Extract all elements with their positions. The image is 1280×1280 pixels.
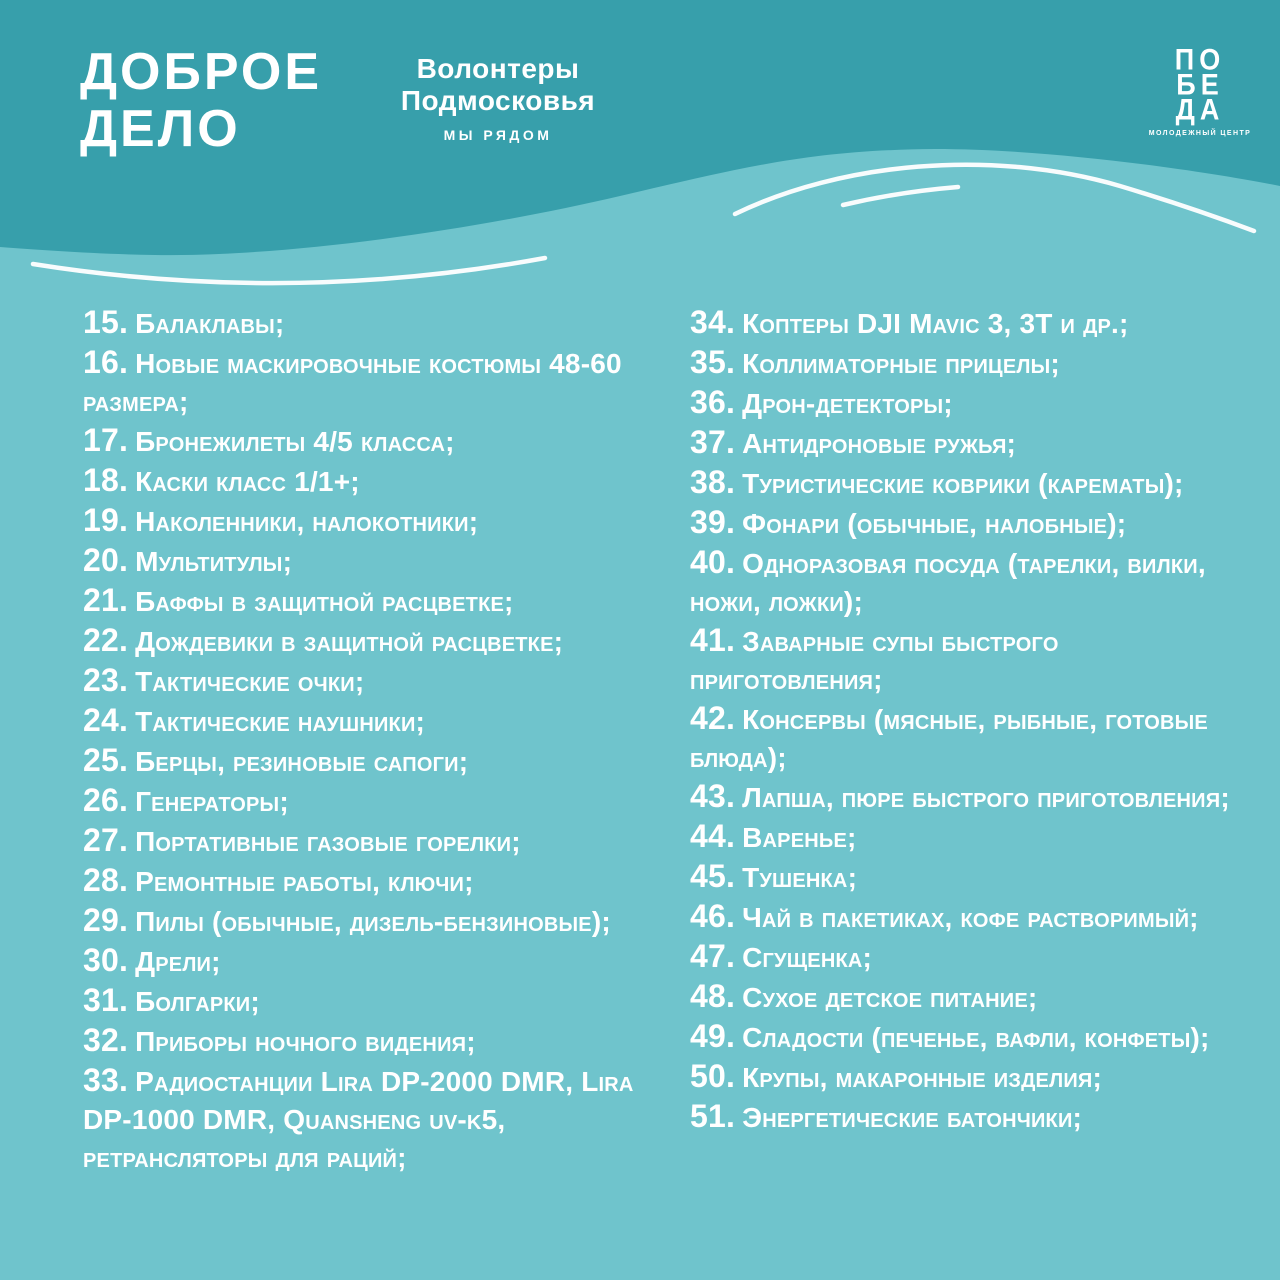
list-item-number: 34. xyxy=(690,304,736,340)
list-item xyxy=(83,343,658,421)
list-item-text: Антидроновые ружья; xyxy=(742,428,1017,459)
list-item xyxy=(83,303,658,343)
list-item-number: 22. xyxy=(83,622,129,658)
list-item-number: 25. xyxy=(83,742,129,778)
list-item-number: 50. xyxy=(690,1058,736,1094)
org-logo xyxy=(368,53,628,143)
list-item xyxy=(690,897,1258,937)
list-item-text: Сухое детское питание; xyxy=(742,982,1038,1013)
arc-right-small-decor xyxy=(843,187,958,205)
list-item-number: 28. xyxy=(83,862,129,898)
list-item-text: Крупы, макаронные изделия; xyxy=(742,1062,1102,1093)
list-item-number: 49. xyxy=(690,1018,736,1054)
items-column-right xyxy=(690,303,1258,1137)
list-item-text: Портативные газовые горелки; xyxy=(135,826,521,857)
list-item xyxy=(690,543,1258,621)
list-item-number: 44. xyxy=(690,818,736,854)
list-item-number: 17. xyxy=(83,422,129,458)
list-item-number: 43. xyxy=(690,778,736,814)
list-item xyxy=(83,421,658,461)
list-item-text: Энергетические батончики; xyxy=(742,1102,1083,1133)
brand-title xyxy=(80,44,322,158)
list-item-text: Наколенники, налокотники; xyxy=(135,506,479,537)
list-item-number: 21. xyxy=(83,582,129,618)
org-name-line1: Волонтеры xyxy=(416,53,580,84)
list-item xyxy=(690,1097,1258,1137)
list-item xyxy=(690,503,1258,543)
list-item-number: 19. xyxy=(83,502,129,538)
list-item xyxy=(83,661,658,701)
list-item-number: 39. xyxy=(690,504,736,540)
list-item-text: Дрон-детекторы; xyxy=(742,388,953,419)
list-item-text: Приборы ночного видения; xyxy=(135,1026,476,1057)
list-item-number: 36. xyxy=(690,384,736,420)
org-name-line2: Подмосковья xyxy=(400,85,596,116)
list-item-text: Пилы (обычные, дизель-бензиновые); xyxy=(135,906,611,937)
list-item-text: Туристические коврики (карематы); xyxy=(742,468,1184,499)
list-item xyxy=(690,423,1258,463)
list-item-text: Тактические наушники; xyxy=(135,706,426,737)
list-item-number: 15. xyxy=(83,304,129,340)
list-item-number: 41. xyxy=(690,622,736,658)
arc-left-decor xyxy=(33,258,545,283)
list-item xyxy=(690,463,1258,503)
brand-title-line1: ДОБРОЕ xyxy=(80,43,322,101)
list-item xyxy=(690,1017,1258,1057)
list-item xyxy=(83,981,658,1021)
list-item-text: Консервы (мясные, рыбные, готовые блюда); xyxy=(690,704,1208,773)
pobeda-logo-row1: ПО xyxy=(1174,43,1226,77)
list-item-number: 40. xyxy=(690,544,736,580)
list-item-number: 18. xyxy=(83,462,129,498)
list-item xyxy=(83,741,658,781)
list-item xyxy=(83,621,658,661)
list-item-text: Коптеры DJI Mavic 3, 3T и др.; xyxy=(742,308,1129,339)
pobeda-logo-row2: БЕ xyxy=(1176,68,1224,102)
list-item-text: Тушенка; xyxy=(742,862,858,893)
list-item-text: Чай в пакетиках, кофе растворимый; xyxy=(742,902,1199,933)
list-item-text: Варенье; xyxy=(742,822,857,853)
list-item-text: Заварные супы быстрого приготовления; xyxy=(690,626,1059,695)
list-item xyxy=(690,699,1258,777)
org-tagline: МЫ РЯДОМ xyxy=(443,127,553,143)
list-item-text: Бронежилеты 4/5 класса; xyxy=(135,426,455,457)
list-item-number: 42. xyxy=(690,700,736,736)
list-item xyxy=(83,901,658,941)
list-item-number: 32. xyxy=(83,1022,129,1058)
list-item-text: Лапша, пюре быстрого приготовления; xyxy=(742,782,1230,813)
list-item-text: Тактические очки; xyxy=(135,666,365,697)
list-item-text: Коллиматорные прицелы; xyxy=(742,348,1060,379)
list-item-number: 51. xyxy=(690,1098,736,1134)
list-item-number: 29. xyxy=(83,902,129,938)
list-item xyxy=(83,1061,658,1177)
list-item xyxy=(83,581,658,621)
list-item-text: Генераторы; xyxy=(135,786,289,817)
list-item xyxy=(690,937,1258,977)
list-item-number: 24. xyxy=(83,702,129,738)
list-item-number: 33. xyxy=(83,1062,129,1098)
list-item xyxy=(690,1057,1258,1097)
list-item-text: Болгарки; xyxy=(135,986,260,1017)
list-item-number: 48. xyxy=(690,978,736,1014)
list-item-number: 47. xyxy=(690,938,736,974)
list-item xyxy=(690,777,1258,817)
list-item-text: Каски класс 1/1+; xyxy=(135,466,360,497)
list-item xyxy=(83,821,658,861)
pobeda-logo-row3: ДА xyxy=(1175,93,1225,127)
list-item xyxy=(83,701,658,741)
list-item-text: Ремонтные работы, ключи; xyxy=(135,866,474,897)
list-item xyxy=(83,461,658,501)
list-item-text: Сладости (печенье, вафли, конфеты); xyxy=(742,1022,1210,1053)
list-item xyxy=(83,941,658,981)
brand-title-line2: ДЕЛО xyxy=(80,100,241,158)
list-item-number: 16. xyxy=(83,344,129,380)
list-item xyxy=(690,303,1258,343)
list-item-number: 31. xyxy=(83,982,129,1018)
list-item-number: 35. xyxy=(690,344,736,380)
list-item xyxy=(83,1021,658,1061)
list-item xyxy=(690,383,1258,423)
list-item xyxy=(690,343,1258,383)
list-item-number: 26. xyxy=(83,782,129,818)
list-item-number: 27. xyxy=(83,822,129,858)
list-item-number: 30. xyxy=(83,942,129,978)
pobeda-logo xyxy=(1146,43,1254,137)
list-item xyxy=(83,541,658,581)
list-item xyxy=(83,861,658,901)
list-item-number: 23. xyxy=(83,662,129,698)
list-item-text: Дрели; xyxy=(135,946,221,977)
list-item-text: Дождевики в защитной расцветке; xyxy=(135,626,564,657)
list-item xyxy=(690,621,1258,699)
list-item-number: 45. xyxy=(690,858,736,894)
list-item xyxy=(690,857,1258,897)
list-item-number: 46. xyxy=(690,898,736,934)
list-item xyxy=(83,501,658,541)
pobeda-logo-caption: МОЛОДЕЖНЫЙ ЦЕНТР xyxy=(1148,130,1252,137)
list-item xyxy=(690,977,1258,1017)
list-item-text: Балаклавы; xyxy=(135,308,285,339)
list-item-number: 38. xyxy=(690,464,736,500)
list-item-text: Берцы, резиновые сапоги; xyxy=(135,746,469,777)
list-item-number: 37. xyxy=(690,424,736,460)
list-item-text: Новые маскировочные костюмы 48-60 размера; xyxy=(83,348,622,417)
list-item-number: 20. xyxy=(83,542,129,578)
items-column-left xyxy=(83,303,658,1177)
arc-right-large-decor xyxy=(735,165,1254,231)
list-item-text: Сгущенка; xyxy=(742,942,873,973)
list-item-text: Мультитулы; xyxy=(135,546,293,577)
list-item-text: Фонари (обычные, налобные); xyxy=(742,508,1127,539)
list-item-text: Баффы в защитной расцветке; xyxy=(135,586,514,617)
list-item xyxy=(690,817,1258,857)
list-item-text: Радиостанции Lira DP-2000 DMR, Lira DP-1000 DMR, Quansheng uv-k5, ретрансляторы для раций; xyxy=(83,1066,634,1173)
list-item xyxy=(83,781,658,821)
list-item-text: Одноразовая посуда (тарелки, вилки, ножи, ложки); xyxy=(690,548,1206,617)
